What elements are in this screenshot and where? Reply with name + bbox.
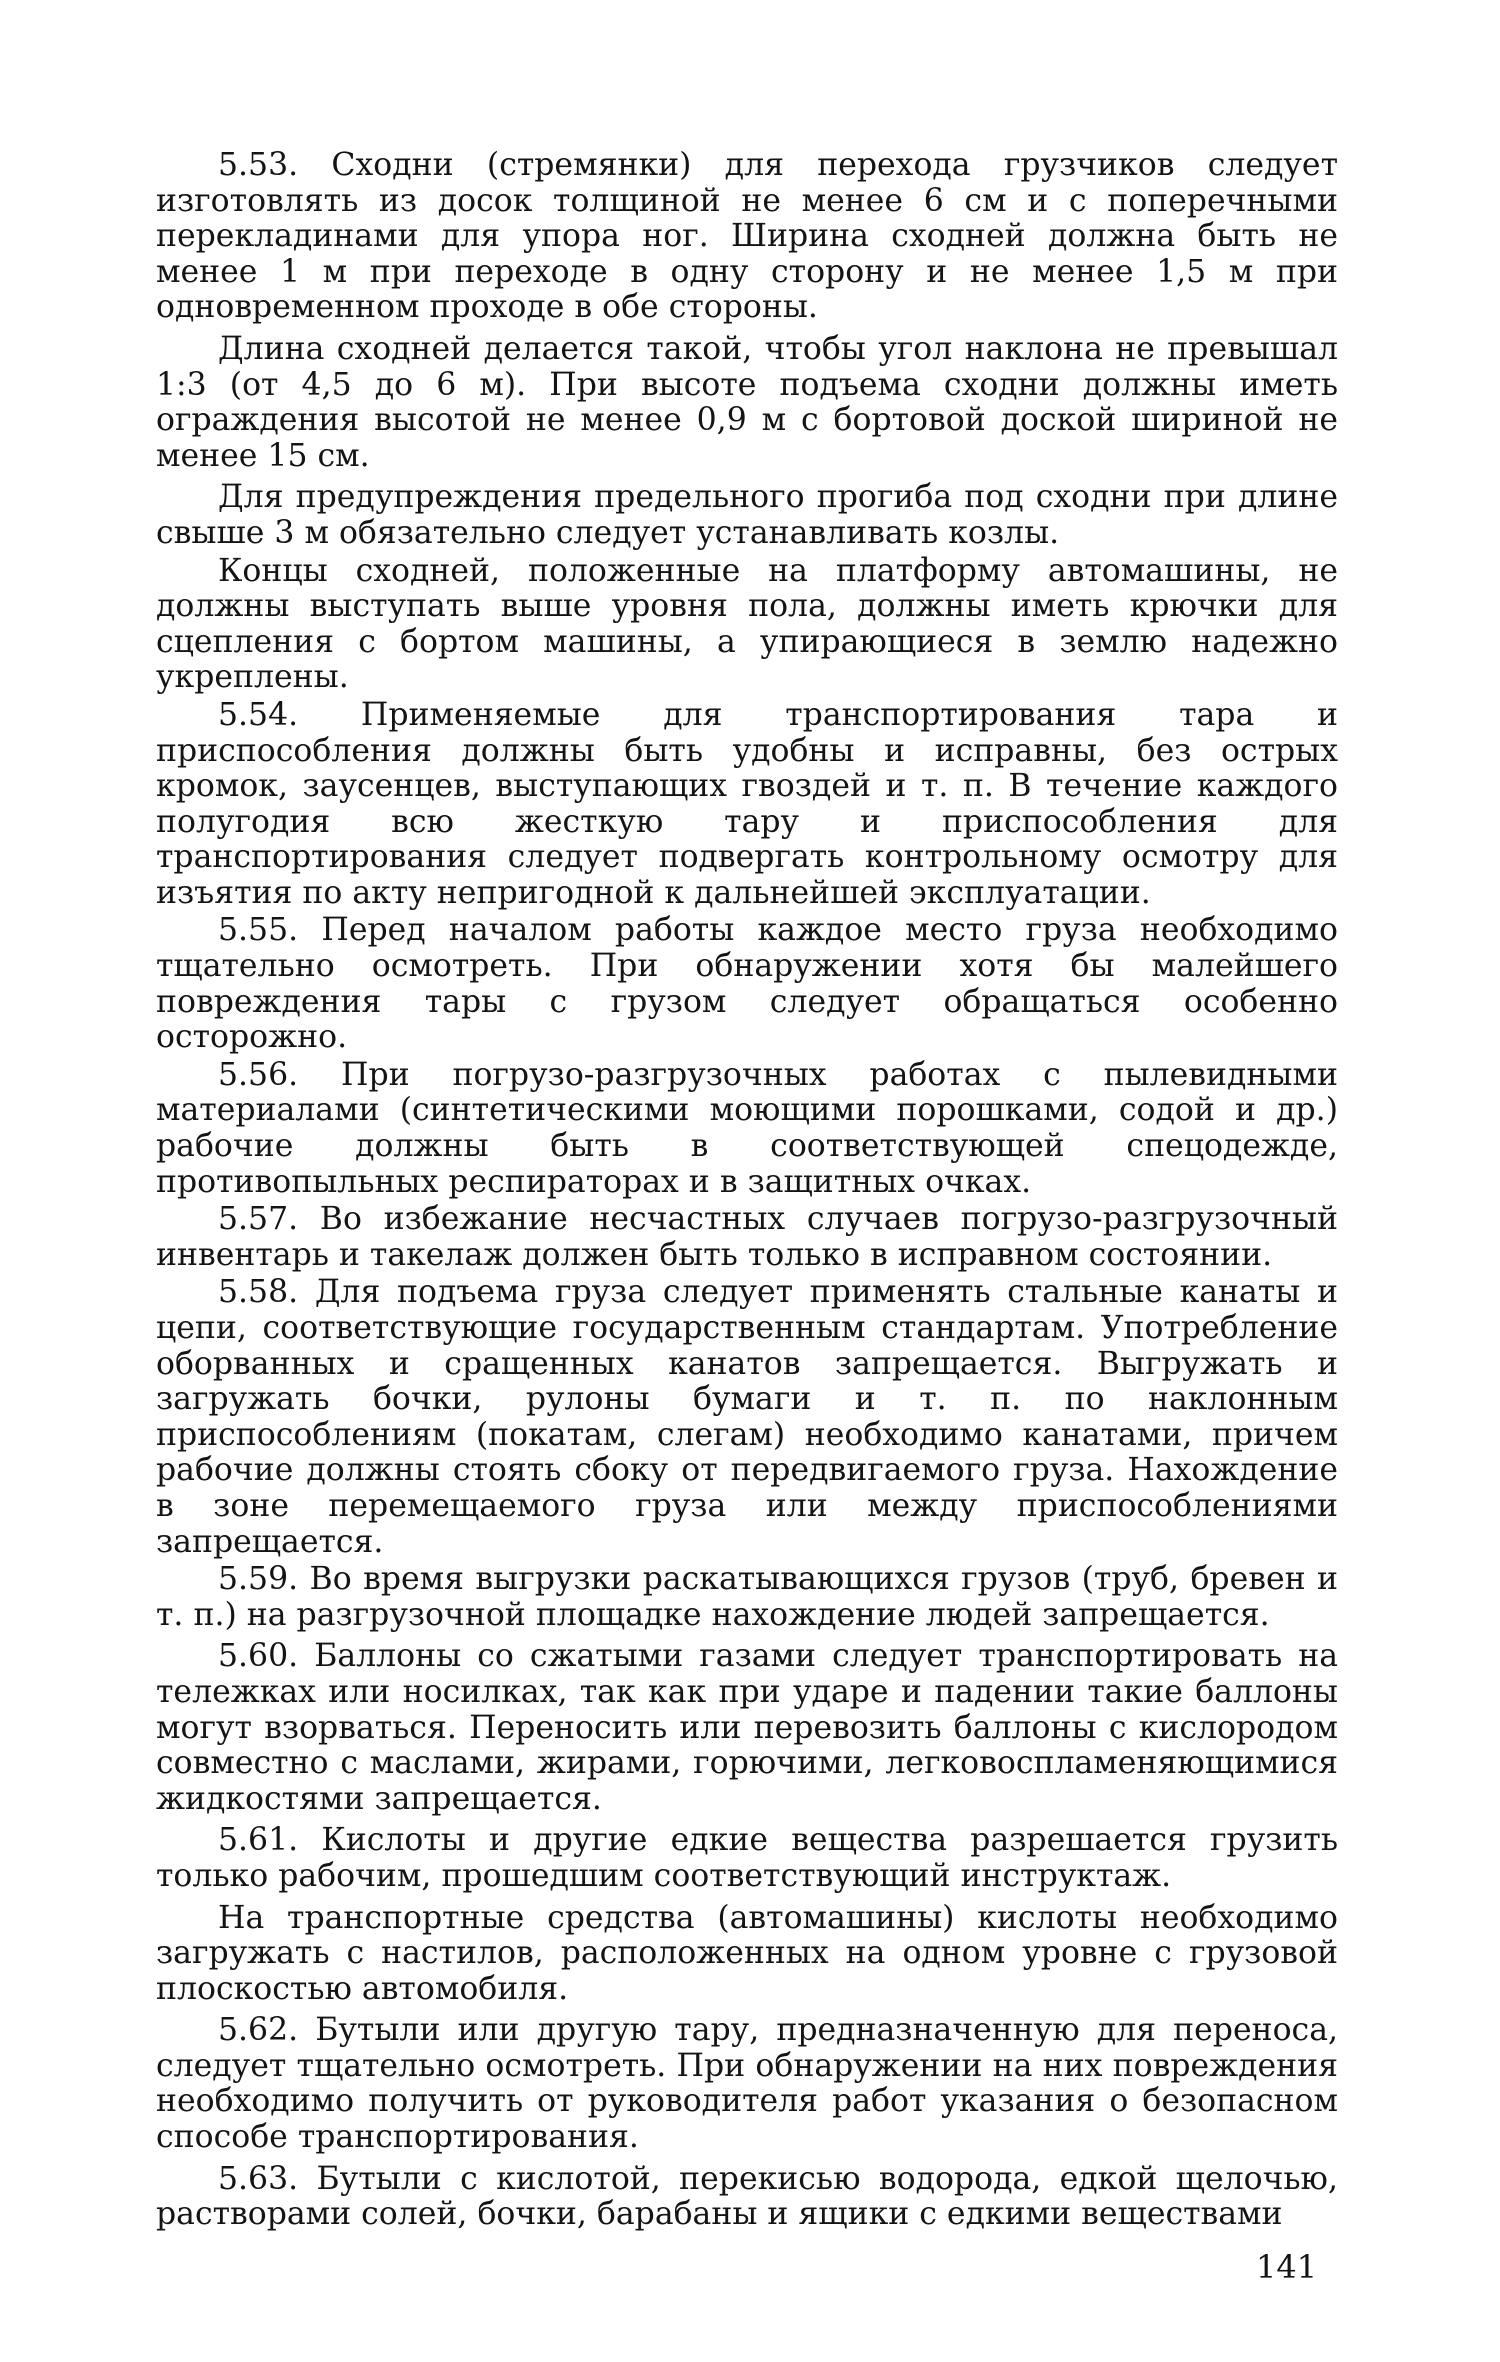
paragraph-5-56: 5.56. При погрузо-разгрузочных работах с пылевидными материалами (синтетическими моющими порошками, содой и др.) рабочие должны быть в соответствующей спецодежде, противопыльных респираторах и в защитных очках. xyxy=(156,1056,1338,1200)
page-number: 141 xyxy=(1256,2248,1318,2286)
paragraph-ladder-trestles: Для предупреждения предельного прогиба под сходни при длине свыше 3 м обязательно следует устанавливать козлы. xyxy=(156,479,1338,551)
paragraph-ladder-ends: Концы сходней, положенные на платформу автомашины, не должны выступать выше уровня пола, должны иметь крючки для сцепления с бортом машины, а упирающиеся в землю надежно укреплены. xyxy=(156,552,1338,696)
document-page xyxy=(156,148,1338,2235)
paragraph-5-61: 5.61. Кислоты и другие едкие вещества разрешается грузить только рабочим, прошедшим соответствующий инструктаж. xyxy=(156,1822,1338,1894)
paragraph-5-54: 5.54. Применяемые для транспортирования тара и приспособления должны быть удобны и исправны, без острых кромок, заусенцев, выступающих гвоздей и т. п. В течение каждого полугодия всю жесткую тару и приспособления для транспортирования следует подвергать контрольному осмотру для изъятия по акту непригодной к дальнейшей эксплуатации. xyxy=(156,696,1338,911)
paragraph-5-60: 5.60. Баллоны со сжатыми газами следует транспортировать на тележках или носилках, так как при ударе и падении такие баллоны могут взорваться. Переносить или перевозить баллоны с кислородом совместно с маслами, жирами, горючими, легковоспламеняющимися жидкостями запрещается. xyxy=(156,1638,1338,1817)
paragraph-5-55: 5.55. Перед началом работы каждое место груза необходимо тщательно осмотреть. При обнаружении хотя бы малейшего повреждения тары с грузом следует обращаться особенно осторожно. xyxy=(156,912,1338,1056)
paragraph-5-63: 5.63. Бутыли с кислотой, перекисью водорода, едкой щелочью, растворами солей, бочки, барабаны и ящики с едкими веществами xyxy=(156,2160,1338,2233)
paragraph-5-53: 5.53. Сходни (стремянки) для перехода грузчиков следует изготовлять из досок толщиной не менее 6 см и с поперечными перекладинами для упора ног. Ширина сходней должна быть не менее 1 м при переходе в одну сторону и не менее 1,5 м при одновременном проходе в обе стороны. xyxy=(156,147,1338,326)
paragraph-ladder-length: Длина сходней делается такой, чтобы угол наклона не превышал 1:3 (от 4,5 до 6 м). При высоте подъема сходни должны иметь ограждения высотой не менее 0,9 м с бортовой доской шириной не менее 15 см. xyxy=(156,330,1338,474)
paragraph-5-58: 5.58. Для подъема груза следует применять стальные канаты и цепи, соответствующие государственным стандартам. Употребление оборванных и сращенных канатов запрещается. Выгружать и загружать бочки, рулоны бумаги и т. п. по наклонным приспособлениям (покатам, слегам) необходимо канатами, причем рабочие должны стоять сбоку от передвигаемого груза. Нахождение в зоне перемещаемого груза или между приспособлениями запрещается. xyxy=(156,1274,1338,1560)
paragraph-acid-loading: На транспортные средства (автомашины) кислоты необходимо загружать с настилов, расположенных на одном уровне с грузовой плоскостью автомобиля. xyxy=(156,1899,1338,2007)
paragraph-5-57: 5.57. Во избежание несчастных случаев погрузо-разгрузочный инвентарь и такелаж должен быть только в исправном состоянии. xyxy=(156,1201,1338,1273)
paragraph-5-62: 5.62. Бутыли или другую тару, предназначенную для переноса, следует тщательно осмотреть. При обнаружении на них повреждения необходимо получить от руководителя работ указания о безопасном способе транспортирования. xyxy=(156,2012,1338,2156)
paragraph-5-59: 5.59. Во время выгрузки раскатывающихся грузов (труб, бревен и т. п.) на разгрузочной площадке нахождение людей запрещается. xyxy=(156,1561,1338,1633)
